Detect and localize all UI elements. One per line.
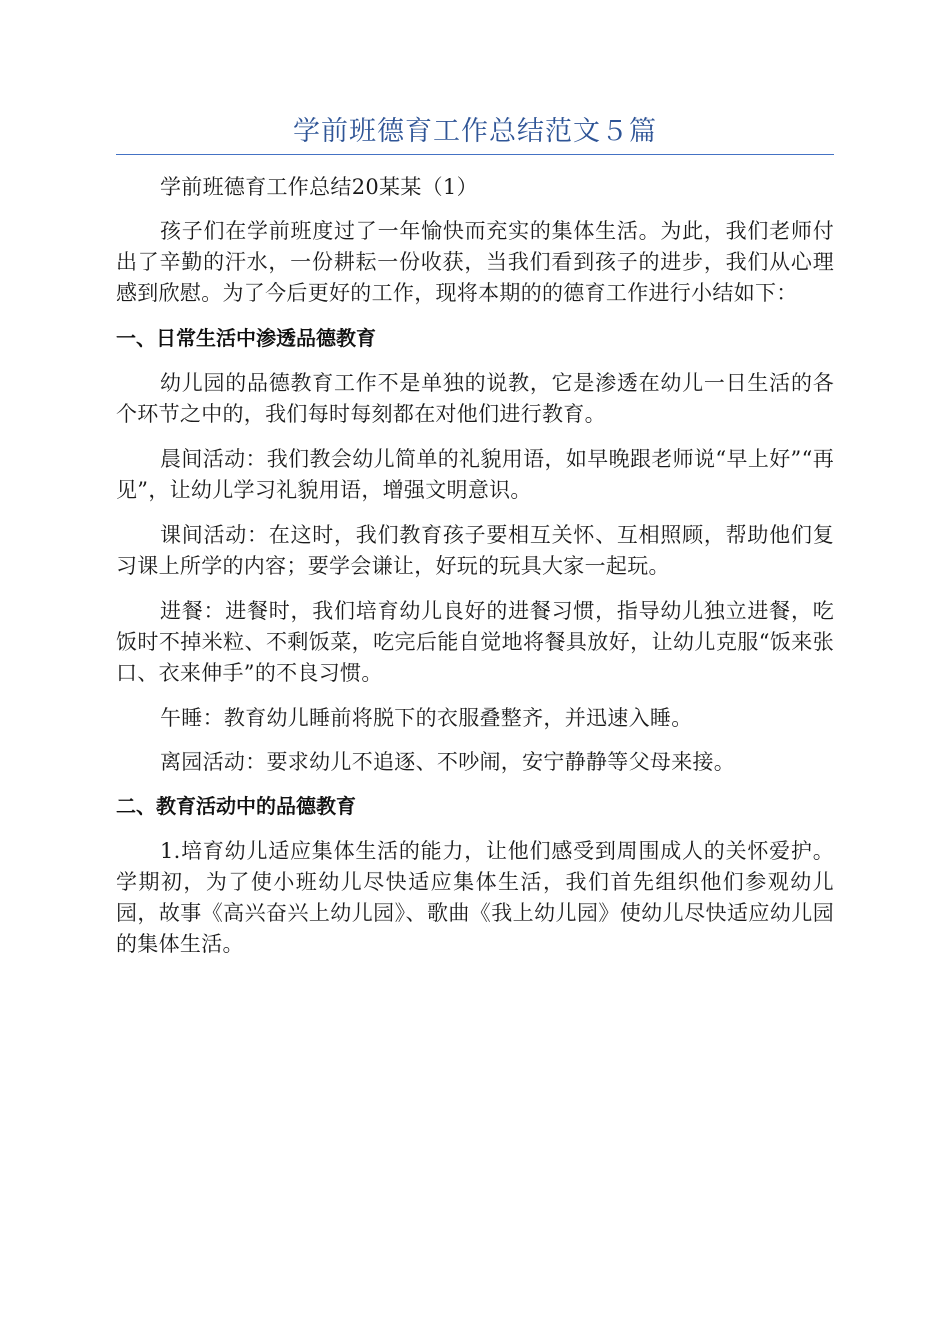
title-underline [116, 154, 834, 155]
intro-paragraph: 孩子们在学前班度过了一年愉快而充实的集体生活。为此，我们老师付出了辛勤的汗水，一份耕耘一份收获，当我们看到孩子的进步，我们从心理感到欣慰。为了今后更好的工作，现将本期的的德育工作进行小结如下： [116, 219, 834, 305]
paragraph-leaving: 离园活动：要求幼儿不追逐、不吵闹，安宁静静等父母来接。 [160, 750, 736, 774]
paragraph-nap: 午睡：教育幼儿睡前将脱下的衣服叠整齐，并迅速入睡。 [160, 706, 693, 730]
subtitle-paragraph: 学前班德育工作总结20某某（1） [160, 175, 478, 199]
paragraph-break-activity: 课间活动：在这时，我们教育孩子要相互关怀、互相照顾，帮助他们复习课上所学的内容；要学会谦让，好玩的玩具大家一起玩。 [116, 523, 834, 578]
section-heading-education-activities: 二、教育活动中的品德教育 [116, 794, 356, 818]
section-heading-daily-life: 一、日常生活中渗透品德教育 [116, 326, 376, 350]
paragraph-collective-life: 1.培育幼儿适应集体生活的能力，让他们感受到周围成人的关怀爱护。学期初，为了使小班幼儿尽快适应集体生活，我们首先组织他们参观幼儿园，故事《高兴奋兴上幼儿园》、歌曲《我上幼儿园》使幼儿尽快适应幼儿园的集体生活。 [116, 839, 834, 956]
paragraph-meal: 进餐：进餐时，我们培育幼儿良好的进餐习惯，指导幼儿独立进餐，吃饭时不掉米粒、不剩饭菜，吃完后能自觉地将餐具放好，让幼儿克服“饭来张口、衣来伸手”的不良习惯。 [116, 599, 834, 685]
document-title: 学前班德育工作总结范文５篇 [293, 116, 657, 147]
document-body [116, 172, 834, 974]
paragraph-moral-education-overview: 幼儿园的品德教育工作不是单独的说教，它是渗透在幼儿一日生活的各个环节之中的，我们每时每刻都在对他们进行教育。 [116, 371, 834, 426]
paragraph-morning-activity: 晨间活动：我们教会幼儿简单的礼貌用语，如早晚跟老师说“早上好”“再见”，让幼儿学习礼貌用语，增强文明意识。 [116, 447, 834, 502]
